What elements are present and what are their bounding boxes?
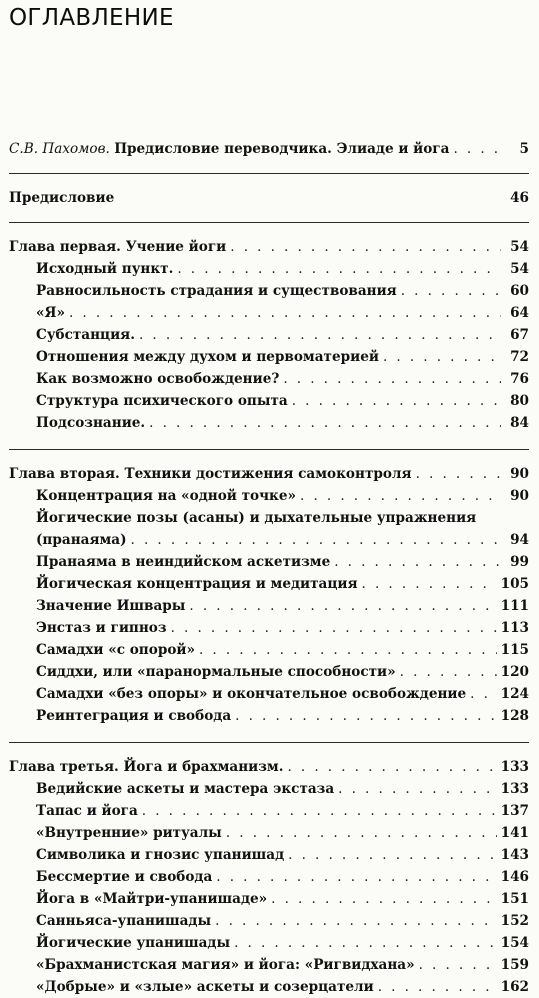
toc-chapter-title: Глава третья. Йога и брахманизм. — [9, 759, 284, 775]
toc-item[interactable] — [0, 573, 539, 595]
toc-item[interactable] — [0, 683, 539, 705]
dot-leader — [215, 910, 496, 932]
toc-item[interactable] — [0, 551, 539, 573]
toc-item-page: 113 — [500, 620, 529, 636]
toc-item[interactable] — [0, 390, 539, 412]
toc-chapter-page: 90 — [510, 466, 529, 482]
spacer — [0, 160, 539, 173]
toc-item-title: Субстанция. — [36, 327, 135, 343]
toc-item-page: 128 — [500, 708, 529, 724]
toc-item-title: Подсознание. — [36, 415, 146, 431]
toc-item-title: Йогические упанишады — [36, 935, 231, 951]
dot-leader — [416, 463, 501, 485]
toc-entry-translator-preface[interactable] — [0, 138, 539, 160]
toc-item-page: 80 — [510, 393, 529, 409]
toc-item-title: Йогическая концентрация и медитация — [36, 576, 358, 592]
toc-item-page: 146 — [500, 869, 529, 885]
toc-item[interactable] — [0, 258, 539, 280]
toc-item-title: Символика и гнозис упанишад — [36, 847, 285, 863]
toc-item-page: 54 — [510, 261, 529, 277]
toc-item[interactable] — [0, 954, 539, 976]
toc-item-page: 94 — [510, 532, 529, 548]
toc-chapter-title: Глава первая. Учение йоги — [9, 239, 227, 255]
spacer — [0, 174, 539, 187]
toc-item-title: Реинтеграция и свобода — [36, 708, 232, 724]
toc-item[interactable] — [0, 617, 539, 639]
toc-item-title: Сиддхи, или «паранормальные способности» — [36, 664, 396, 680]
toc-item[interactable] — [0, 346, 539, 368]
dot-leader — [226, 822, 497, 844]
toc-entry-title-text: Предисловие переводчика. Элиаде и йога — [114, 141, 450, 157]
dot-leader — [235, 705, 496, 727]
toc-item-page: 124 — [500, 686, 529, 702]
dot-leader — [334, 551, 501, 573]
dot-leader — [189, 595, 496, 617]
dot-leader — [419, 954, 497, 976]
toc-item-title: Структура психического опыта — [36, 393, 288, 409]
toc-chapter-page: 54 — [510, 239, 529, 255]
toc-chapter-1[interactable] — [0, 236, 539, 258]
toc-item-title: Равносильность страдания и существования — [36, 283, 397, 299]
toc-entry-title — [9, 138, 449, 160]
toc-item-page: 120 — [500, 664, 529, 680]
toc-item-page: 152 — [500, 913, 529, 929]
toc-item[interactable] — [0, 932, 539, 954]
dot-leader — [453, 138, 501, 160]
toc-item[interactable] — [0, 661, 539, 683]
toc-item[interactable] — [0, 280, 539, 302]
toc-item-title: Йогические позы (асаны) и дыхательные упражнения — [36, 510, 477, 526]
toc-item-page: 159 — [500, 957, 529, 973]
dot-leader — [216, 866, 496, 888]
toc-item[interactable] — [0, 844, 539, 866]
dot-leader — [142, 800, 497, 822]
toc-item[interactable] — [0, 324, 539, 346]
dot-leader — [171, 617, 497, 639]
toc-entry-preface[interactable] — [0, 187, 539, 209]
dot-leader — [470, 683, 496, 705]
toc-item-title: Значение Ишвары — [36, 598, 186, 614]
toc-item-page: 72 — [510, 349, 529, 365]
toc-item-page: 143 — [500, 847, 529, 863]
toc-item-title: Санньяса-упанишады — [36, 913, 212, 929]
toc-item[interactable] — [0, 976, 539, 998]
toc-item-title: Отношения между духом и первоматерией — [36, 349, 379, 365]
dot-leader — [338, 778, 496, 800]
toc-item[interactable] — [0, 639, 539, 661]
toc-item[interactable] — [0, 888, 539, 910]
dot-leader — [288, 844, 496, 866]
toc-item[interactable] — [0, 485, 539, 507]
toc-item-page: 84 — [510, 415, 529, 431]
dot-leader — [362, 573, 497, 595]
toc-item[interactable] — [0, 866, 539, 888]
toc-item-page: 151 — [500, 891, 529, 907]
toc-item-page: 60 — [510, 283, 529, 299]
toc-entry-page: 46 — [510, 190, 529, 206]
toc-item-title: «Добрые» и «злые» аскеты и созерцатели — [36, 979, 374, 995]
toc-item-page: 154 — [500, 935, 529, 951]
toc-item[interactable] — [0, 368, 539, 390]
spacer — [0, 727, 539, 742]
dot-leader — [69, 302, 501, 324]
toc-item[interactable] — [0, 910, 539, 932]
toc-chapter-2[interactable] — [0, 463, 539, 485]
toc-item-title: Исходный пункт. — [36, 261, 174, 277]
toc-item-title-line2: (пранаяма) — [36, 532, 127, 548]
toc-item[interactable] — [0, 595, 539, 617]
spacer — [0, 743, 539, 756]
dot-leader — [383, 346, 501, 368]
spacer — [0, 209, 539, 222]
toc-item-page: 76 — [510, 371, 529, 387]
spacer — [0, 434, 539, 449]
dot-leader — [139, 324, 501, 346]
toc-item-page: 162 — [500, 979, 529, 995]
spacer — [0, 223, 539, 236]
toc-item-title: Концентрация на «одной точке» — [36, 488, 297, 504]
toc-item-title: Как возможно освобождение? — [36, 371, 280, 387]
toc-item-page: 137 — [500, 803, 529, 819]
dot-leader — [177, 258, 501, 280]
toc-item-title: Пранаяма в неиндийском аскетизме — [36, 554, 331, 570]
toc-item-page: 115 — [500, 642, 529, 658]
toc-item-title: Самадхи «без опоры» и окончательное освобождение — [36, 686, 467, 702]
toc-item-page: 90 — [510, 488, 529, 504]
toc-item-title: Ведийские аскеты и мастера экстаза — [36, 781, 335, 797]
toc-item[interactable] — [0, 778, 539, 800]
spacer — [0, 450, 539, 463]
page-title: ОГЛАВЛЕНИЕ — [9, 5, 174, 31]
toc-item[interactable] — [0, 302, 539, 324]
toc-item-title: Энстаз и гипноз — [36, 620, 167, 636]
toc-item-title: Йога в «Майтри-упанишаде» — [36, 891, 268, 907]
toc-item-page: 111 — [500, 598, 529, 614]
dot-leader — [378, 976, 497, 998]
toc-item-title: Тапас и йога — [36, 803, 138, 819]
dot-leader — [234, 932, 497, 954]
toc-item[interactable] — [0, 705, 539, 727]
toc-item-page: 64 — [510, 305, 529, 321]
dot-leader — [400, 661, 497, 683]
toc-item-title: Бессмертие и свобода — [36, 869, 213, 885]
toc-item-title: «Внутренние» ритуалы — [36, 825, 222, 841]
toc-item-page: 67 — [510, 327, 529, 343]
toc-item-page: 133 — [500, 781, 529, 797]
dot-leader — [131, 529, 501, 551]
toc-chapter-page: 133 — [500, 759, 529, 775]
dot-leader — [292, 390, 501, 412]
toc-chapter-title: Глава вторая. Техники достижения самоконтроля — [9, 466, 412, 482]
dot-leader — [283, 368, 501, 390]
toc-entry-author: С.В. Пахомов. — [9, 141, 110, 157]
dot-leader — [300, 485, 501, 507]
toc-item[interactable] — [0, 507, 539, 551]
toc-item[interactable] — [0, 800, 539, 822]
dot-leader — [271, 888, 496, 910]
dot-leader — [287, 756, 496, 778]
dot-leader — [149, 412, 501, 434]
toc-entry-page: 5 — [519, 141, 529, 157]
dot-leader — [199, 639, 497, 661]
toc-entry-title: Предисловие — [9, 190, 115, 206]
toc-item-page: 99 — [510, 554, 529, 570]
toc-chapter-3[interactable] — [0, 756, 539, 778]
toc-item-title: «Я» — [36, 305, 65, 321]
dot-leader — [230, 236, 501, 258]
toc-item-page: 141 — [500, 825, 529, 841]
toc-item-title: Самадхи «с опорой» — [36, 642, 195, 658]
toc-item-title: «Брахманистская магия» и йога: «Ригвидхана» — [36, 957, 415, 973]
toc-item-title-continuation — [36, 529, 529, 551]
dot-leader — [401, 280, 501, 302]
toc-item[interactable] — [0, 822, 539, 844]
table-of-contents — [0, 138, 539, 998]
toc-item-page: 105 — [500, 576, 529, 592]
toc-item[interactable] — [0, 412, 539, 434]
